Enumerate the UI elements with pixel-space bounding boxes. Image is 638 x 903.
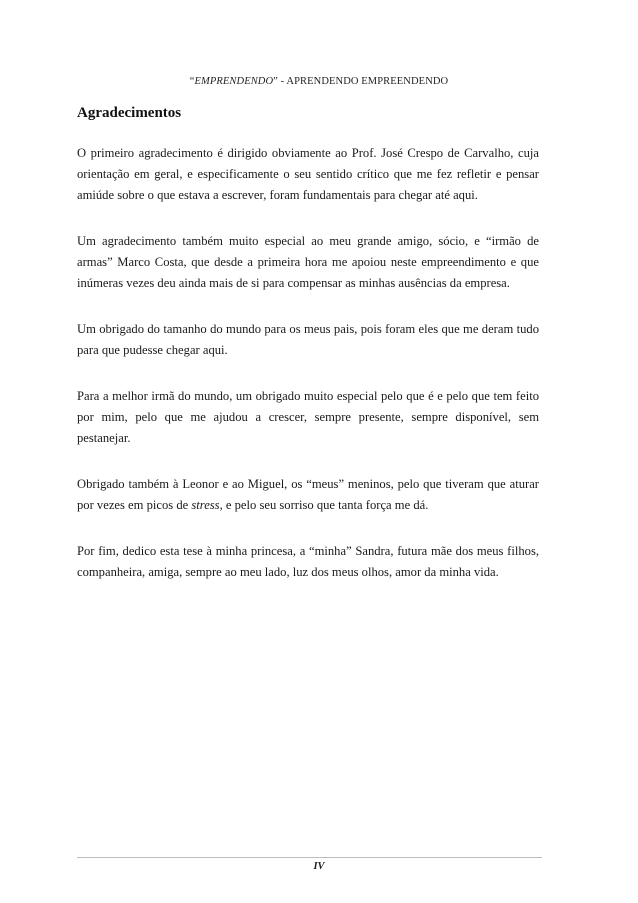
running-header	[0, 76, 638, 87]
section-title: Agradecimentos	[77, 105, 182, 121]
body-text	[77, 143, 539, 607]
paragraph-dedication: Por fim, dedico esta tese à minha princesa, a “minha” Sandra, futura mãe dos meus filhos, companheira, amiga, sempre ao meu lado, luz dos meus olhos, amor da minha vida.	[77, 543, 539, 579]
paragraph-children-text-before: Obrigado também à Leonor e ao Miguel, os “meus” meninos, pelo que tiveram que aturar por vezes em picos de	[77, 476, 539, 512]
paragraph-children-italic: stress	[191, 498, 220, 512]
paragraph-sister: Para a melhor irmã do mundo, um obrigado muito especial pelo que é e pelo que tem feito por mim, pelo que me ajudou a crescer, sempre presente, sempre disponível, sem pestanejar.	[77, 388, 539, 446]
page-number: IV	[313, 861, 325, 872]
paragraph-children	[77, 474, 539, 516]
header-book-title: EMPRENDENDO	[194, 76, 274, 87]
header-open-quote: “	[189, 76, 195, 87]
paragraph-partner: Um agradecimento também muito especial ao meu grande amigo, sócio, e “irmão de armas” Marco Costa, que desde a primeira hora me apoiou neste empreendimento e que inúmeras vezes deu ainda mais de si para compensar as minhas ausências da empresa.	[77, 234, 539, 291]
header-subtitle: ” - APRENDENDO EMPREENDENDO	[273, 76, 449, 87]
footer-rule	[77, 857, 542, 858]
paragraph-advisor: O primeiro agradecimento é dirigido obviamente ao Prof. José Crespo de Carvalho, cuja orientação em geral, e especificamente o seu sentido crítico que me fez refletir e pensar amiúde sobre o que estava a escrever, foram fundamentais para chegar até aqui.	[77, 146, 539, 203]
paragraph-parents: Um obrigado do tamanho do mundo para os meus pais, pois foram eles que me deram tudo para que pudesse chegar aqui.	[77, 322, 539, 358]
paragraph-children-text-after: , e pelo seu sorriso que tanta força me dá.	[219, 498, 429, 512]
